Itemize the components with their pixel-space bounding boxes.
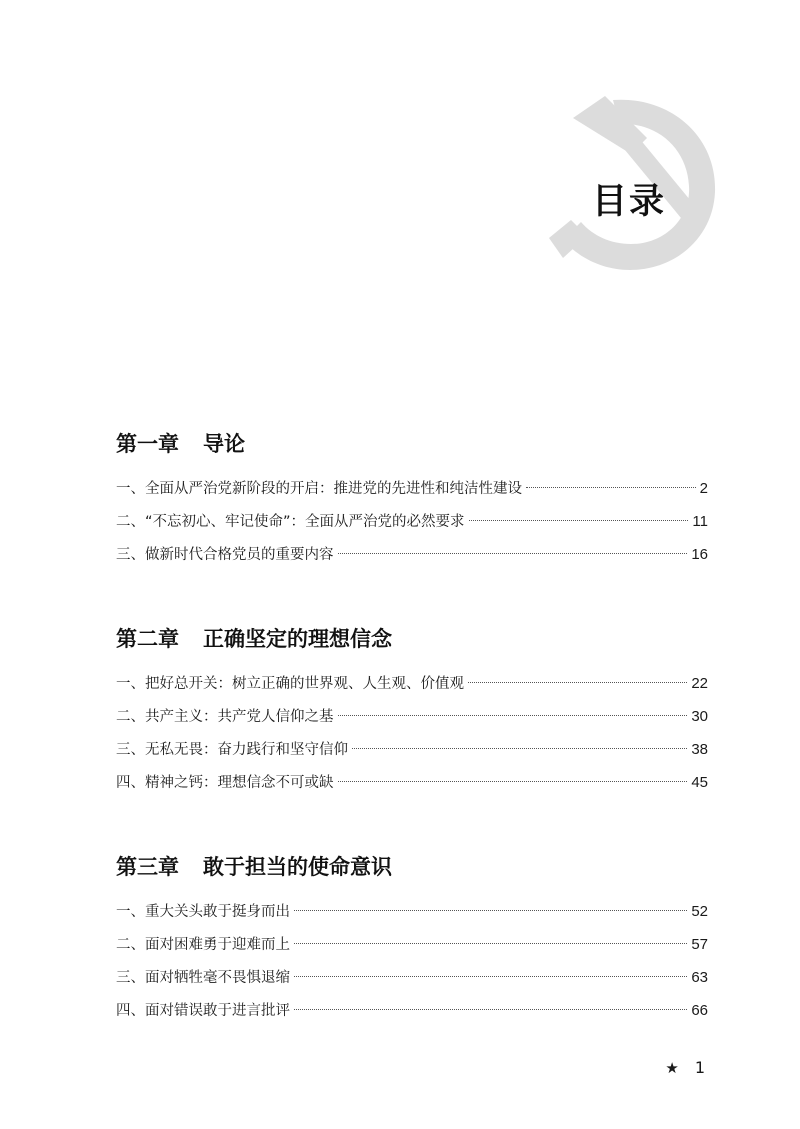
toc-entry-title: 二、“不忘初心、牢记使命”：全面从严治党的必然要求 — [116, 514, 465, 530]
dot-leader — [294, 976, 687, 977]
chapter-1 — [116, 428, 708, 571]
chapter-heading[interactable] — [116, 623, 708, 655]
dot-leader — [294, 910, 687, 911]
table-of-contents — [116, 428, 708, 1027]
chapter-title: 敢于担当的使命意识 — [203, 855, 392, 879]
dot-leader — [526, 487, 696, 488]
dot-leader — [338, 715, 688, 716]
toc-entry[interactable] — [116, 505, 708, 538]
toc-entry-title: 三、面对牺牲毫不畏惧退缩 — [116, 970, 290, 986]
toc-entry[interactable] — [116, 928, 708, 961]
toc-entry-title: 三、做新时代合格党员的重要内容 — [116, 547, 334, 563]
page-number: 1 — [694, 1058, 705, 1077]
toc-entry[interactable] — [116, 733, 708, 766]
chapter-title: 正确坚定的理想信念 — [203, 627, 392, 651]
toc-entry[interactable] — [116, 667, 708, 700]
toc-entry-page: 63 — [691, 969, 708, 986]
toc-entry[interactable] — [116, 472, 708, 505]
chapter-number: 第二章 — [116, 627, 179, 651]
toc-entry-page: 11 — [692, 513, 708, 530]
toc-entry[interactable] — [116, 538, 708, 571]
toc-entry[interactable] — [116, 961, 708, 994]
toc-entry-page: 30 — [691, 708, 708, 725]
chapter-number: 第三章 — [116, 855, 179, 879]
toc-entry-title: 二、面对困难勇于迎难而上 — [116, 937, 290, 953]
toc-entry-title: 三、无私无畏：奋力践行和坚守信仰 — [116, 742, 348, 758]
star-icon: ★ — [665, 1059, 679, 1077]
toc-entry-title: 四、精神之钙：理想信念不可或缺 — [116, 775, 334, 791]
toc-entry-page: 38 — [691, 741, 708, 758]
page-footer — [665, 1058, 705, 1077]
toc-entry-page: 45 — [691, 774, 708, 791]
toc-entry-page: 57 — [691, 936, 708, 953]
toc-entry-page: 2 — [699, 480, 708, 497]
toc-entry-title: 一、重大关头敢于挺身而出 — [116, 904, 290, 920]
toc-entry-page: 52 — [691, 903, 708, 920]
chapter-heading[interactable] — [116, 851, 708, 883]
chapter-title: 导论 — [203, 432, 245, 456]
chapter-heading[interactable] — [116, 428, 708, 460]
dot-leader — [294, 1009, 687, 1010]
dot-leader — [468, 682, 687, 683]
dot-leader — [294, 943, 687, 944]
chapter-number: 第一章 — [116, 432, 179, 456]
chapter-3 — [116, 851, 708, 1027]
toc-entry[interactable] — [116, 895, 708, 928]
dot-leader — [469, 520, 689, 521]
toc-entry[interactable] — [116, 766, 708, 799]
toc-entry-title: 一、把好总开关：树立正确的世界观、人生观、价值观 — [116, 676, 464, 692]
toc-entry-title: 一、全面从严治党新阶段的开启：推进党的先进性和纯洁性建设 — [116, 481, 522, 497]
dot-leader — [338, 781, 688, 782]
dot-leader — [352, 748, 687, 749]
toc-entry-title: 四、面对错误敢于进言批评 — [116, 1003, 290, 1019]
chapter-2 — [116, 623, 708, 799]
toc-entry-title: 二、共产主义：共产党人信仰之基 — [116, 709, 334, 725]
toc-entry[interactable] — [116, 994, 708, 1027]
toc-entry-page: 16 — [691, 546, 708, 563]
page-title: 目录 — [592, 182, 667, 222]
toc-entry-page: 66 — [691, 1002, 708, 1019]
toc-entry[interactable] — [116, 700, 708, 733]
dot-leader — [338, 553, 688, 554]
toc-entry-page: 22 — [691, 675, 708, 692]
